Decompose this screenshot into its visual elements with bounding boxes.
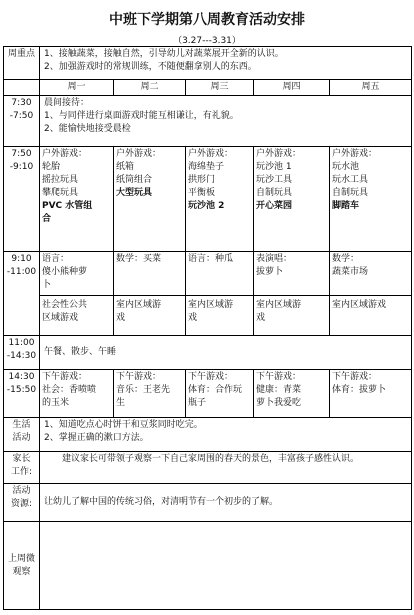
resources-label-2: 资源: xyxy=(10,499,33,509)
afternoon-line: 下午游戏： xyxy=(188,372,234,382)
lesson-spacer xyxy=(188,279,251,292)
outdoor-time-end: -9:10 xyxy=(9,162,34,172)
day-header-tue: 周二 xyxy=(114,80,186,96)
area-game xyxy=(254,295,329,325)
afternoon-cell-wed xyxy=(186,370,254,418)
outdoor-item: 摇拉玩具 xyxy=(42,175,79,185)
afternoon-line: 瓶子 xyxy=(188,398,207,408)
life-label-1: 生活 xyxy=(12,420,31,430)
lesson-line: 数学：买菜 xyxy=(116,254,162,264)
lessons-time-end: -11:00 xyxy=(6,267,37,277)
outdoor-item: 玩沙工具 xyxy=(256,175,293,185)
outdoor-cell-tue xyxy=(114,147,186,252)
lesson-line: 语言： xyxy=(42,254,70,264)
outdoor-title: 户外游戏： xyxy=(188,149,234,159)
lesson-spacer xyxy=(116,279,183,292)
morning-title: 晨间接待： xyxy=(44,98,90,108)
area-game xyxy=(186,295,253,325)
life-line-2: 2、掌握正确的漱口方法。 xyxy=(44,433,149,443)
lessons-row xyxy=(4,252,412,336)
lesson-spacer xyxy=(332,279,409,292)
area-game-line: 室内区域游 xyxy=(188,300,234,310)
week-focus-line-2: 2、加强游戏时的常规训练，不随便翻拿别人的东西。 xyxy=(44,62,257,72)
lesson-line: 傻小熊种萝 xyxy=(42,267,88,277)
outdoor-item: 玩沙池 1 xyxy=(256,162,292,172)
afternoon-time-start: 14:30 xyxy=(8,372,35,382)
lesson-line: 表演唱： xyxy=(256,254,293,264)
area-game xyxy=(40,295,113,325)
resources-row xyxy=(4,484,412,522)
lesson-spacer xyxy=(256,279,327,292)
lessons-time-start: 9:10 xyxy=(11,254,32,264)
week-focus-content xyxy=(40,47,412,80)
afternoon-cell-fri xyxy=(330,370,412,418)
parents-label xyxy=(4,452,40,484)
lesson-cell-thu xyxy=(254,252,330,336)
outdoor-item: 纸筒组合 xyxy=(116,175,153,185)
morning-line-1: 1、与同伴进行桌面游戏时能互相谦让，有礼貌。 xyxy=(44,111,239,121)
outdoor-time xyxy=(4,147,40,252)
lesson-spacer xyxy=(116,266,183,279)
area-game-line: 戏 xyxy=(256,313,266,323)
lunch-time-start: 11:00 xyxy=(8,338,35,348)
life-label-2: 活动 xyxy=(12,433,31,443)
outdoor-item: 纸箱 xyxy=(116,162,135,172)
day-header-blank xyxy=(4,80,40,96)
day-header-thu: 周四 xyxy=(254,80,330,96)
area-game-line: 室内区域游戏 xyxy=(332,300,387,310)
afternoon-line: 健康：青菜 xyxy=(256,385,302,395)
afternoon-line: 萝卜我爱吃 xyxy=(256,398,302,408)
outdoor-item: 攀爬玩具 xyxy=(42,188,79,198)
day-header-mon: 周一 xyxy=(40,80,114,96)
outdoor-item: 玩水工具 xyxy=(332,175,369,185)
afternoon-line: 社会：香喷喷 xyxy=(42,385,97,395)
lesson-line: 拔萝卜 xyxy=(256,267,284,277)
outdoor-highlight: 大型玩具 xyxy=(116,188,153,198)
area-game xyxy=(114,295,185,325)
outdoor-item: 玩水池 xyxy=(332,162,360,172)
observe-label xyxy=(4,522,40,610)
afternoon-line: 下午游戏： xyxy=(332,372,378,382)
outdoor-cell-fri xyxy=(330,147,412,252)
lesson-spacer xyxy=(332,312,409,325)
lesson-cell-tue xyxy=(114,252,186,336)
lunch-time xyxy=(4,336,40,370)
area-game-line: 室内区域游 xyxy=(256,300,302,310)
observe-label-2: 观察 xyxy=(12,566,31,577)
area-game-line: 区域游戏 xyxy=(42,313,79,323)
parents-row xyxy=(4,452,412,484)
morning-time-end: -7:50 xyxy=(9,111,34,121)
afternoon-line: 下午游戏： xyxy=(42,372,88,382)
outdoor-item: 拱形门 xyxy=(188,175,216,185)
outdoor-time-start: 7:50 xyxy=(11,149,32,159)
outdoor-highlight: 开心菜园 xyxy=(256,201,293,211)
morning-time xyxy=(4,96,40,147)
lesson-line: 蔬菜市场 xyxy=(332,267,369,277)
lesson-cell-mon xyxy=(40,252,114,336)
area-game-line: 戏 xyxy=(116,313,126,323)
outdoor-item: 海绵垫子 xyxy=(188,162,225,172)
afternoon-line: 体育：拔萝卜 xyxy=(332,385,387,395)
afternoon-line: 音乐：王老先 xyxy=(116,385,171,395)
observe-content xyxy=(40,522,412,610)
outdoor-highlight: PVC 水管组 xyxy=(42,201,93,211)
day-header-fri: 周五 xyxy=(330,80,412,96)
observe-label-1: 上周微 xyxy=(7,553,35,564)
lesson-line: 语言：种瓜 xyxy=(188,254,234,264)
parents-label-1: 家长 xyxy=(12,454,31,464)
afternoon-time xyxy=(4,370,40,418)
outdoor-title: 户外游戏： xyxy=(42,149,88,159)
outdoor-highlight: 脚踏车 xyxy=(332,201,360,211)
afternoon-time-end: -15:50 xyxy=(6,385,37,395)
schedule-table xyxy=(3,46,412,610)
week-focus-label: 周重点 xyxy=(4,47,40,80)
page-title: 中班下学期第八周教育活动安排 xyxy=(109,12,305,28)
lesson-cell-wed xyxy=(186,252,254,336)
date-range: （3.27---3.31） xyxy=(173,36,241,46)
outdoor-item: 平衡板 xyxy=(188,188,216,198)
outdoor-highlight: 玩沙池 2 xyxy=(188,201,225,211)
area-game xyxy=(330,295,411,325)
life-content xyxy=(40,418,412,452)
life-line-1: 1、知道吃点心时饼干和豆浆同时吃完。 xyxy=(44,420,203,430)
outdoor-cell-mon xyxy=(40,147,114,252)
outdoor-title: 户外游戏： xyxy=(116,149,162,159)
outdoor-row xyxy=(4,147,412,252)
outdoor-cell-thu xyxy=(254,147,330,252)
parents-label-2: 工作: xyxy=(10,467,33,477)
outdoor-item: 轮胎 xyxy=(42,162,61,172)
day-header-row xyxy=(4,80,412,96)
resources-content: 让幼儿了解中国的传统习俗，对清明节有一个初步的了解。 xyxy=(40,484,412,522)
lessons-time xyxy=(4,252,40,336)
lunch-row xyxy=(4,336,412,370)
morning-row xyxy=(4,96,412,147)
afternoon-row xyxy=(4,370,412,418)
afternoon-line: 体育：合作玩 xyxy=(188,385,243,395)
area-game-line: 室内区域游 xyxy=(116,300,162,310)
lesson-line: 数学： xyxy=(332,254,360,264)
outdoor-item: 自制玩具 xyxy=(256,188,293,198)
life-label xyxy=(4,418,40,452)
parents-content: 建议家长可带领子观察一下自己家周围的春天的景色，丰富孩子感性认识。 xyxy=(40,452,412,484)
afternoon-line: 生 xyxy=(116,398,126,408)
area-game-line: 社会性公共 xyxy=(42,300,88,310)
resources-label xyxy=(4,484,40,522)
morning-line-2: 2、能愉快地接受晨检 xyxy=(44,124,131,134)
lesson-line: 卜 xyxy=(42,280,52,290)
morning-content xyxy=(40,96,412,147)
lesson-cell-fri xyxy=(330,252,412,336)
life-row xyxy=(4,418,412,452)
morning-time-start: 7:30 xyxy=(11,98,32,108)
week-focus-line-1: 1、接触蔬菜，接触自然，引导幼儿对蔬菜展开全新的认识。 xyxy=(44,49,284,59)
area-game-line: 戏 xyxy=(188,313,198,323)
afternoon-cell-thu xyxy=(254,370,330,418)
outdoor-title: 户外游戏： xyxy=(332,149,378,159)
afternoon-cell-mon xyxy=(40,370,114,418)
resources-label-1: 活动 xyxy=(12,486,31,496)
afternoon-line: 下午游戏： xyxy=(256,372,302,382)
afternoon-line: 的玉米 xyxy=(42,398,70,408)
afternoon-line: 下午游戏： xyxy=(116,372,162,382)
afternoon-cell-tue xyxy=(114,370,186,418)
outdoor-highlight: 合 xyxy=(42,214,52,224)
outdoor-title: 户外游戏： xyxy=(256,149,302,159)
lesson-spacer xyxy=(188,266,251,279)
lunch-time-end: -14:30 xyxy=(6,351,37,361)
outdoor-cell-wed xyxy=(186,147,254,252)
observe-row xyxy=(4,522,412,610)
week-focus-row xyxy=(4,47,412,80)
outdoor-item: 自制玩具 xyxy=(332,188,369,198)
day-header-wed: 周三 xyxy=(186,80,254,96)
lunch-content: 午餐、散步、午睡 xyxy=(40,336,412,370)
